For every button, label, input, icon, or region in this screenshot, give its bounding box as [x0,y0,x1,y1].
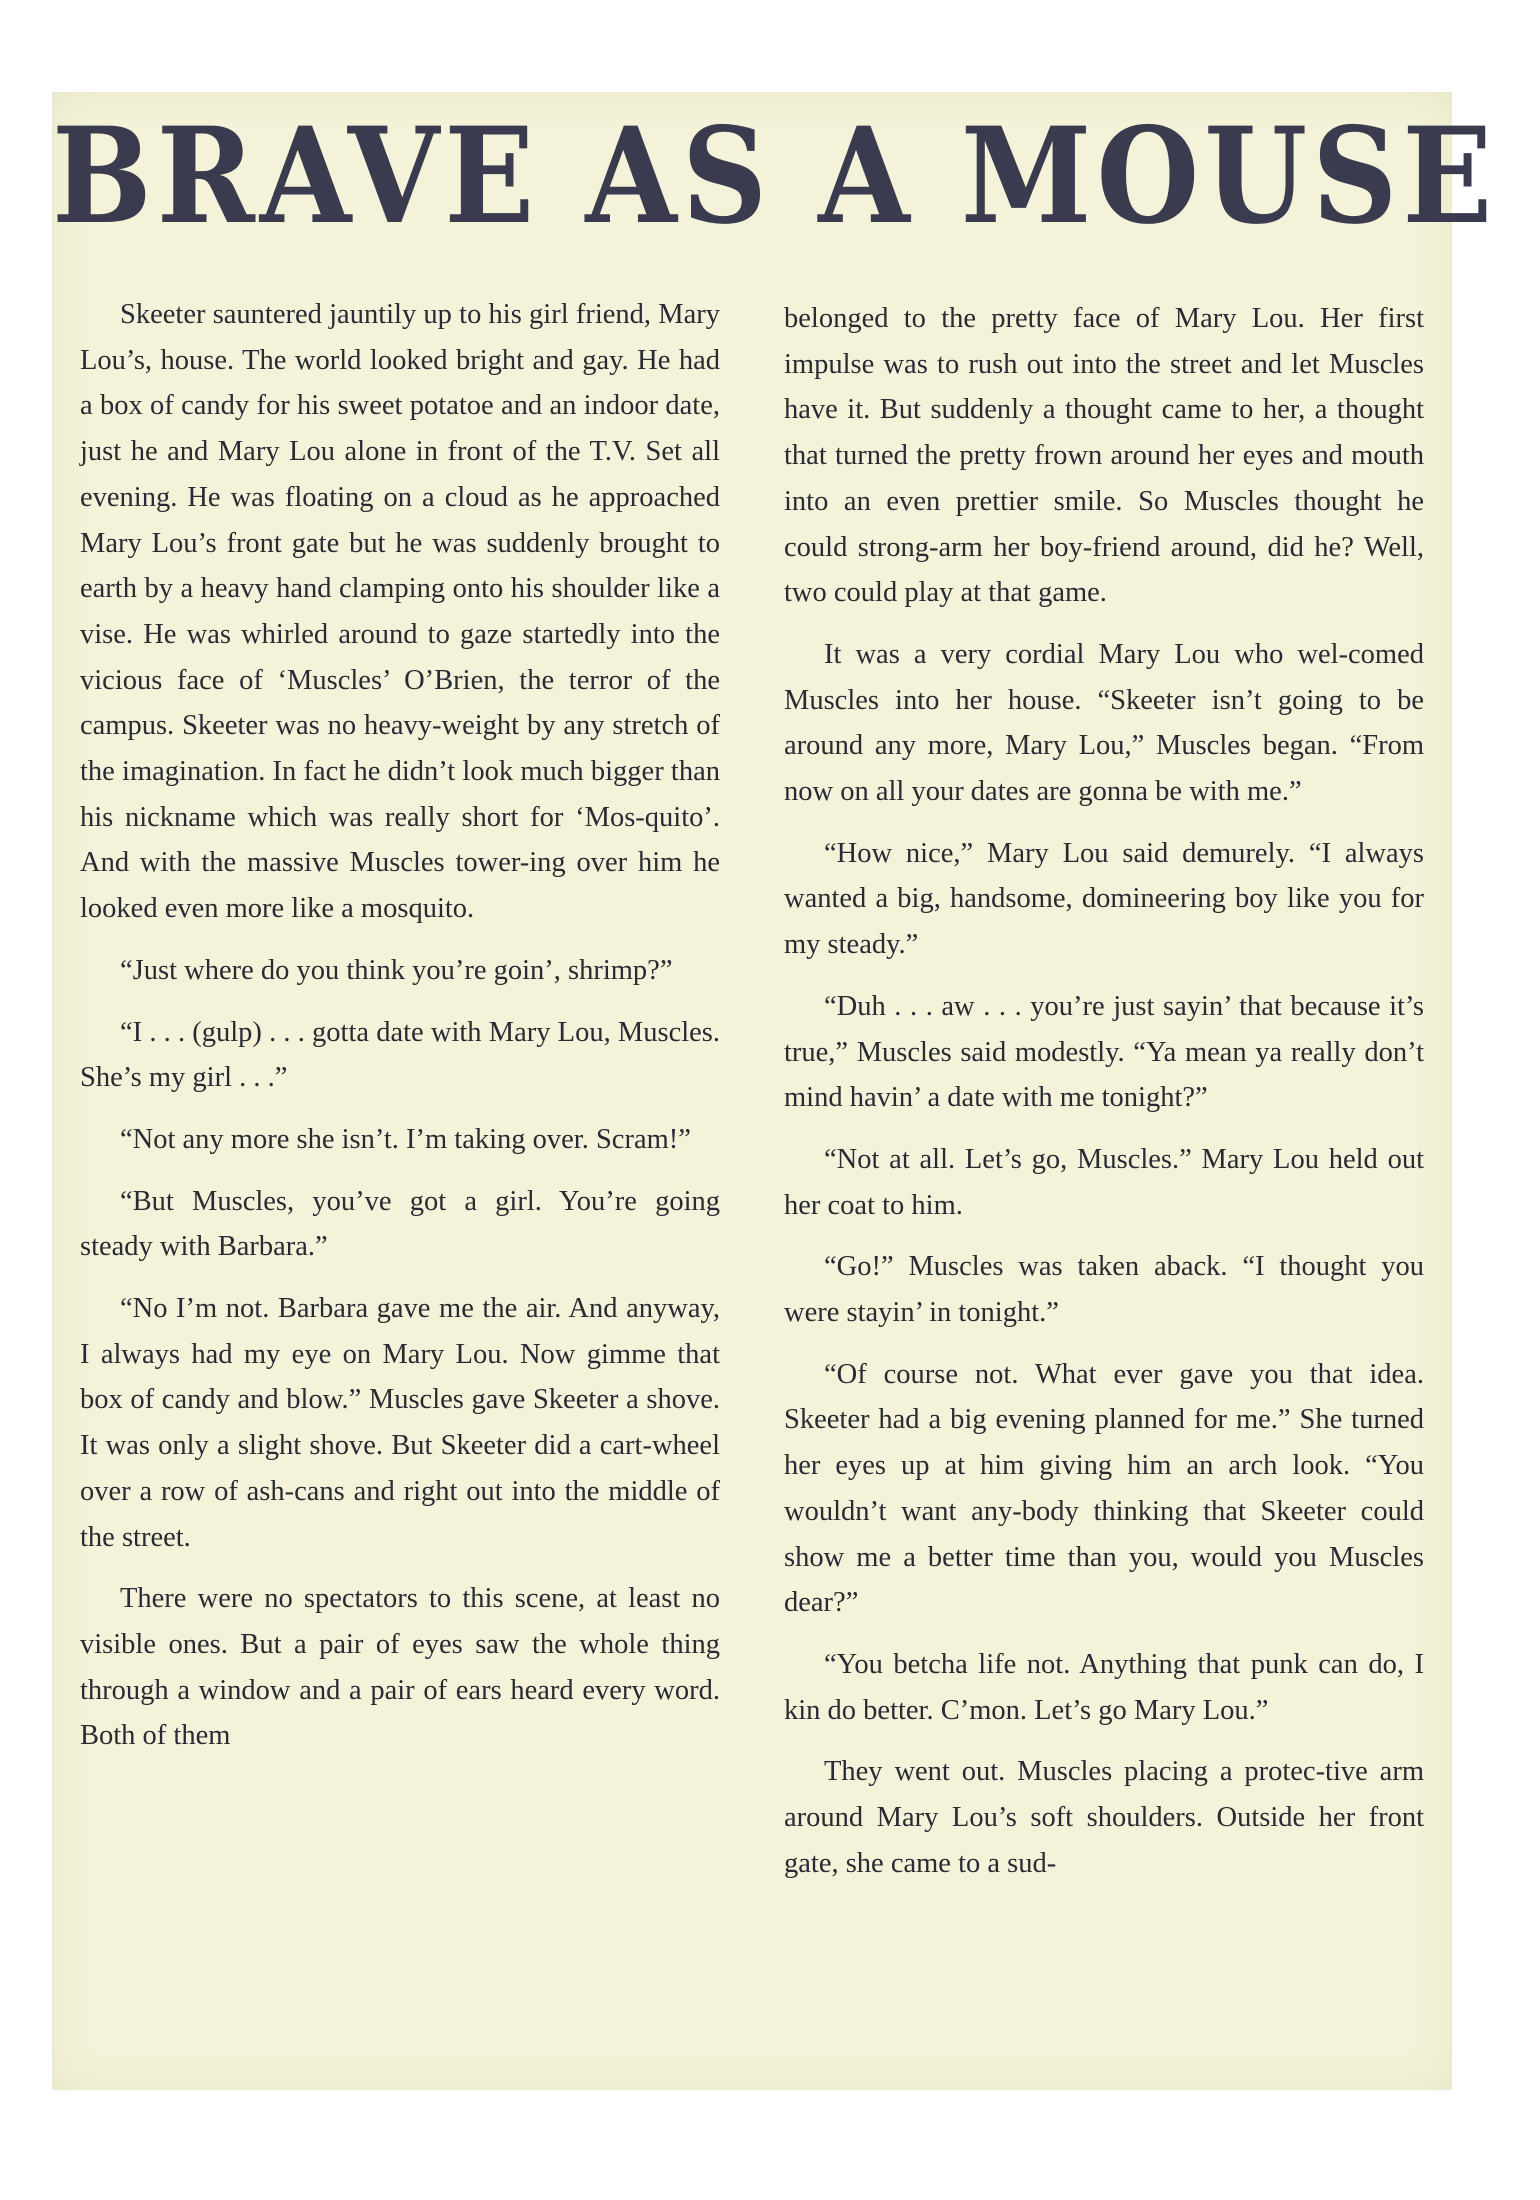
left-column [80,292,720,1775]
paragraph: They went out. Muscles placing a protec-tive arm around Mary Lou’s soft shoulders. Outside her front gate, she came to a sud- [784,1756,1424,1879]
paragraph: “No I’m not. Barbara gave me the air. And anyway, I always had my eye on Mary Lou. Now gimme that box of candy and blow.” Muscles gave Skeeter a shove. It was only a slight shove. But Skeeter did a cart-wheel over a row of ash-cans and right out into the middle of the street. [80,1293,720,1553]
paragraph: “Not any more she isn’t. I’m taking over. Scram!” [120,1123,691,1155]
right-column [784,296,1424,1903]
paragraph: “How nice,” Mary Lou said demurely. “I always wanted a big, handsome, domineering boy like you for my steady.” [784,837,1424,961]
paragraph: “I . . . (gulp) . . . gotta date with Mary Lou, Muscles. She’s my girl . . .” [80,1016,720,1094]
paragraph: “Not at all. Let’s go, Muscles.” Mary Lou held out her coat to him. [784,1143,1424,1221]
paragraph: “Go!” Muscles was taken aback. “I thought you were stayin’ in tonight.” [784,1251,1424,1329]
paragraph: “Of course not. What ever gave you that idea. Skeeter had a big evening planned for me.” She turned her eyes up at him giving him an arch look. “You wouldn’t want any-body thinking that Skeeter could show me a better time than you, would you Muscles dear?” [784,1358,1424,1619]
paragraph: “But Muscles, you’ve got a girl. You’re going steady with Barbara.” [80,1185,720,1263]
paragraph: There were no spectators to this scene, at least no visible ones. But a pair of eyes saw the whole thing through a window and a pair of ears heard every word. Both of them [80,1583,720,1752]
paragraph: “Just where do you think you’re goin’, shrimp?” [120,954,673,986]
paragraph: Skeeter sauntered jauntily up to his girl friend, Mary Lou’s, house. The world looked bright and gay. He had a box of candy for his sweet potatoe and an indoor date, just he and Mary Lou alone in front of the T.V. Set all evening. He was floating on a cloud as he approached Mary Lou’s front gate but he was suddenly brought to earth by a heavy hand clamping onto his shoulder like a vise. He was whirled around to gaze startedly into the vicious face of ‘Muscles’ O’Brien, the terror of the campus. Skeeter was no heavy-weight by any stretch of the imagination. In fact he didn’t look much bigger than his nickname which was really short for ‘Mos-quito’. And with the massive Muscles tower-ing over him he looked even more like a mosquito. [80,299,720,925]
paragraph: It was a very cordial Mary Lou who wel-comed Muscles into her house. “Skeeter isn’t going to be around any more, Mary Lou,” Muscles began. “From now on all your dates are gonna be with me.” [784,638,1424,808]
paragraph: belonged to the pretty face of Mary Lou. Her first impulse was to rush out into the street and let Muscles have it. But suddenly a thought came to her, a thought that turned the pretty frown around her eyes and mouth into an even prettier smile. So Muscles thought he could strong-arm her boy-friend around, did he? Well, two could play at that game. [784,303,1424,609]
story-page [52,92,1498,2090]
story-title: BRAVE AS A MOUSE [52,97,1498,254]
paragraph: “Duh . . . aw . . . you’re just sayin’ that because it’s true,” Muscles said modestly. “Ya mean ya really don’t mind havin’ a date with me tonight?” [784,990,1424,1114]
paragraph: “You betcha life not. Anything that punk can do, I kin do better. C’mon. Let’s go Mary Lou.” [784,1648,1424,1726]
